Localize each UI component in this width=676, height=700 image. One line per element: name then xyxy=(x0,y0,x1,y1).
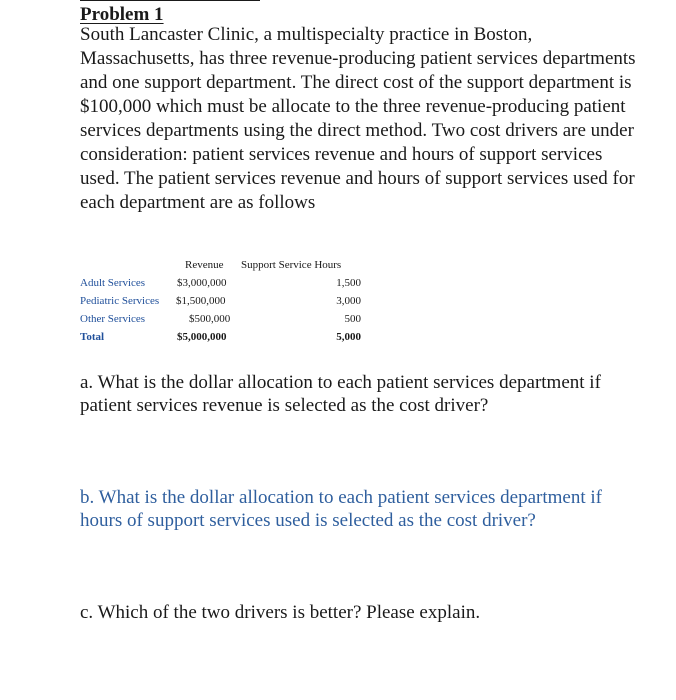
hours-column-header: Support Service Hours xyxy=(241,259,342,271)
question-c: c. Which of the two drivers is better? Please explain. xyxy=(80,602,481,623)
department-data-table xyxy=(80,256,370,356)
revenue-column-header: Revenue xyxy=(185,259,224,271)
department-label: Other Services xyxy=(80,313,146,325)
hours-value: 500 xyxy=(344,313,361,325)
revenue-value: $3,000,000 xyxy=(177,277,227,289)
department-label: Pediatric Services xyxy=(80,295,160,307)
total-hours-value: 5,000 xyxy=(336,331,361,343)
problem-title: Problem 1 xyxy=(80,4,164,25)
department-label: Adult Services xyxy=(80,277,146,289)
revenue-value: $500,000 xyxy=(189,313,231,325)
top-rule xyxy=(80,0,260,1)
question-a: a. What is the dollar allocation to each patient services department if patient services revenue is selected as the cost driver? xyxy=(80,372,601,416)
total-revenue-value: $5,000,000 xyxy=(177,331,227,343)
problem-description: South Lancaster Clinic, a multispecialty practice in Boston, Massachusetts, has three revenue-producing patient services departments and one support department. The direct cost of the support department is $100,000 which must be allocate to the three revenue-producing patient services departments using the direct method. Two cost drivers are under consideration: patient services revenue and hours of support services used. The patient services revenue and hours of support services used for each department are as follows xyxy=(80,24,636,213)
hours-value: 1,500 xyxy=(336,277,361,289)
question-b: b. What is the dollar allocation to each patient services department if hours of support services used is selected as the cost driver? xyxy=(80,487,602,531)
total-label: Total xyxy=(80,331,105,343)
hours-value: 3,000 xyxy=(336,295,361,307)
revenue-value: $1,500,000 xyxy=(176,295,226,307)
